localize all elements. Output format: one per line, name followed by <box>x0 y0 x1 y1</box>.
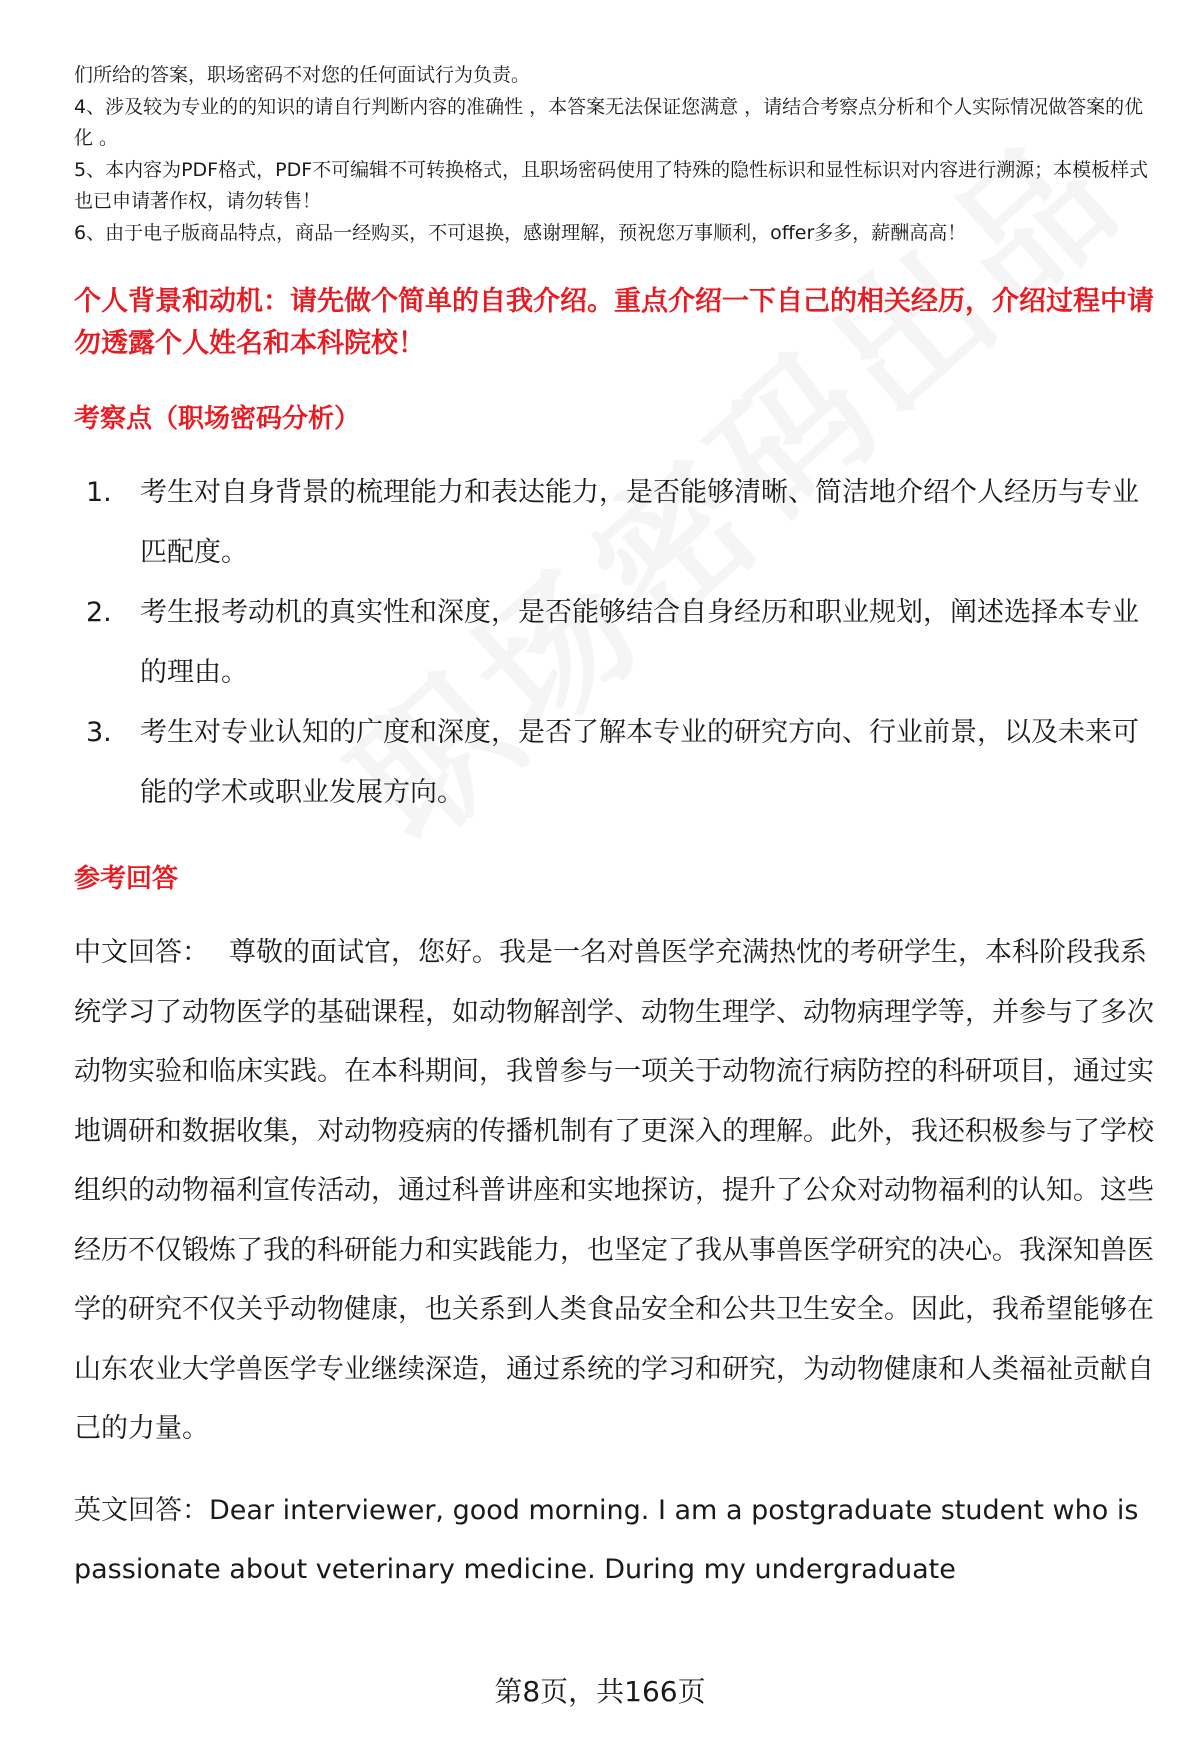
notice-block <box>74 60 1156 249</box>
answer-heading: 参考回答 <box>74 864 179 894</box>
list-item <box>74 463 1156 583</box>
analysis-points <box>74 463 1156 823</box>
answer-chinese-prefix: 中文回答： <box>74 937 209 968</box>
list-item-text: 考生对自身背景的梳理能力和表达能力，是否能够清晰、简洁地介绍个人经历与专业匹配度。 <box>140 477 1139 568</box>
notice-line: 4、涉及较为专业的的知识的请自行判断内容的准确性 ，本答案无法保证您满意 ，请结合考察点分析和个人实际情况做答案的优化 。 <box>74 95 1144 149</box>
list-item-number: 1. <box>86 477 112 508</box>
list-item <box>74 703 1156 823</box>
answer-english <box>74 1481 1156 1599</box>
analysis-heading: 考察点（职场密码分析） <box>74 404 361 434</box>
notice-line: 们所给的答案，职场密码不对您的任何面试行为负责。 <box>74 64 531 86</box>
notice-line: 5、本内容为PDF格式，PDF不可编辑不可转换格式，且职场密码使用了特殊的隐性标识和显性标识对内容进行溯源；本模板样式也已申请著作权，请勿转售！ <box>74 158 1149 212</box>
answer-english-prefix: 英文回答： <box>74 1494 209 1526</box>
list-item-number: 3. <box>86 717 112 748</box>
document-page <box>74 60 1156 1599</box>
list-item-text: 考生对专业认知的广度和深度，是否了解本专业的研究方向、行业前景，以及未来可能的学术或职业发展方向。 <box>140 717 1139 808</box>
notice-line: 6、由于电子版商品特点，商品一经购买，不可退换，感谢理解，预祝您万事顺利，offer多多，薪酬高高！ <box>74 221 967 244</box>
list-item-text: 考生报考动机的真实性和深度，是否能够结合自身经历和职业规划，阐述选择本专业的理由。 <box>140 597 1139 688</box>
answer-chinese <box>74 923 1156 1459</box>
list-item-number: 2. <box>86 597 112 628</box>
answer-chinese-text: 尊敬的面试官，您好。我是一名对兽医学充满热忱的考研学生，本科阶段我系统学习了动物医学的基础课程，如动物解剖学、动物生理学、动物病理学等，并参与了多次动物实验和临床实践。在本科期间，我曾参与一项关于动物流行病防控的科研项目，通过实地调研和数据收集，对动物疫病的传播机制有了更深入的理解。此外，我还积极参与了学校组织的动物福利宣传活动，通过科普讲座和实地探访，提升了公众对动物福利的认知。这些经历不仅锻炼了我的科研能力和实践能力，也坚定了我从事兽医学研究的决心。我深知兽医学的研究不仅关乎动物健康，也关系到人类食品安全和公共卫生安全。因此，我希望能够在山东农业大学兽医学专业继续深造，通过系统的学习和研究，为动物健康和人类福祉贡献自己的力量。 <box>74 937 1154 1444</box>
interview-question: 个人背景和动机：请先做个简单的自我介绍。重点介绍一下自己的相关经历，介绍过程中请勿透露个人姓名和本科院校！ <box>74 286 1154 359</box>
page-number: 第8页，共166页 <box>494 1675 706 1708</box>
list-item <box>74 583 1156 703</box>
answer-english-text: Dear interviewer, good morning. I am a postgraduate student who is passionate about veterinary medicine. During my undergraduate <box>74 1494 1139 1585</box>
